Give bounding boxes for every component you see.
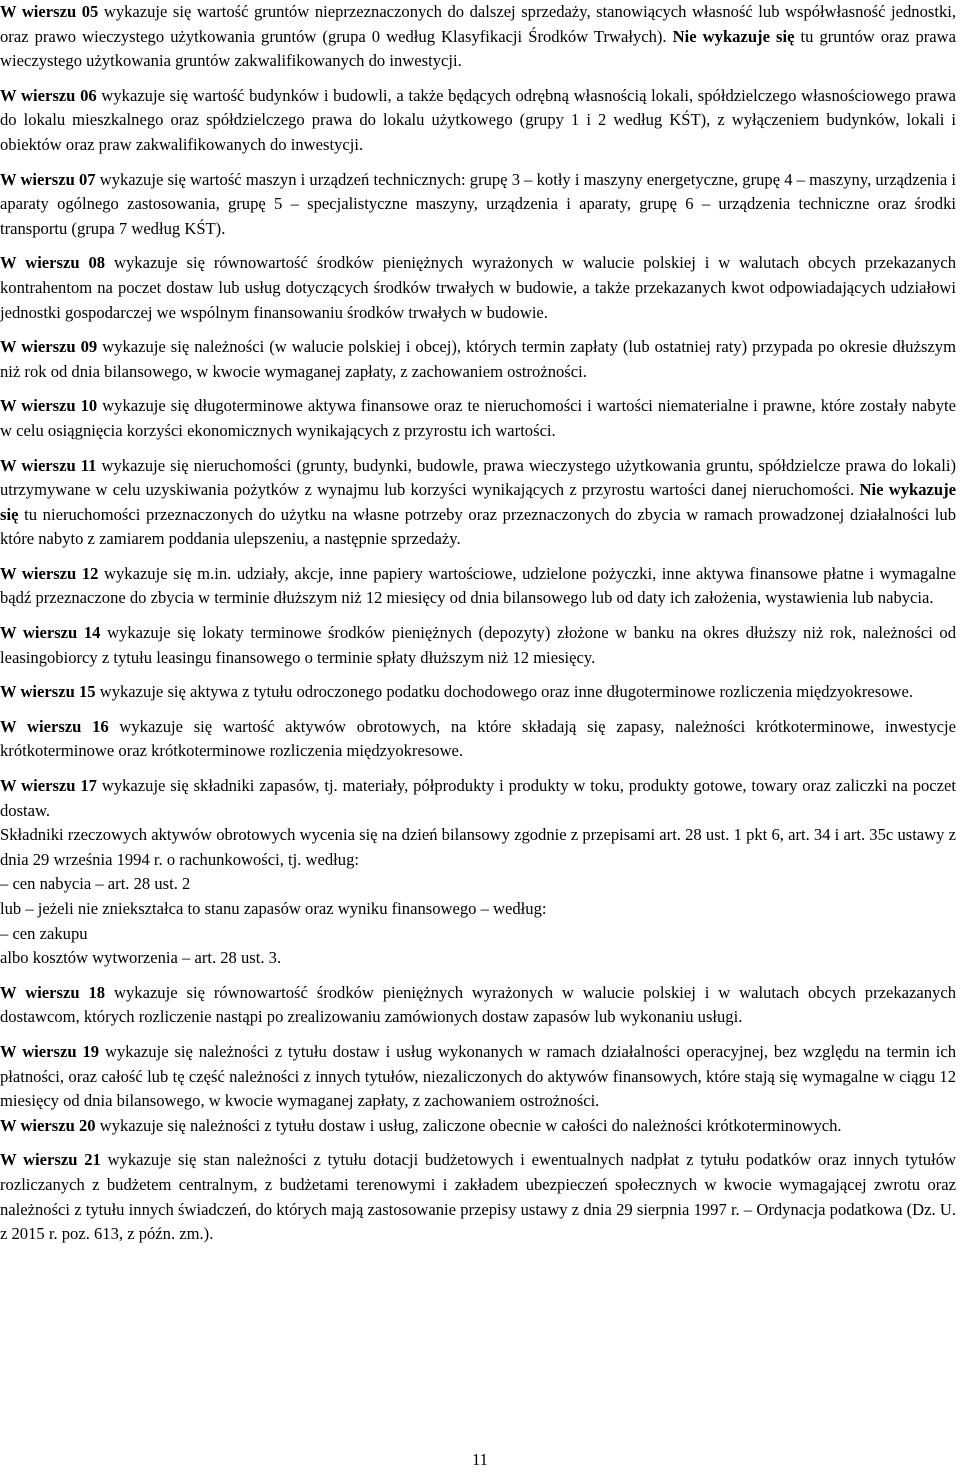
body-text: wykazuje się lokaty terminowe środków pieniężnych (depozyty) złożone w banku na okres dłuższy niż rok, należności od leasingobiorcy z tytułu leasingu finansowego o terminie spłaty dłuższym niż 12 miesięcy. bbox=[0, 623, 957, 667]
paragraph-w05 bbox=[0, 0, 956, 74]
body-text: tu nieruchomości przeznaczonych do użytku na własne potrzeby oraz przeznaczonych do zbycia w ramach prowadzonej działalności lub które nabyto z zamiarem poddania ulepszeniu, a następnie sprzedaży. bbox=[0, 504, 956, 549]
body-text: wykazuje się równowartość środków pieniężnych wyrażonych w walucie polskiej i w walutach obcych przekazanych dostawcom, których rozliczenie nastąpi po zrealizowaniu zamówionych dostaw zapasów lub wykonaniu usługi. bbox=[0, 982, 957, 1027]
page-number: 11 bbox=[472, 1450, 488, 1469]
body-text: wykazuje się stan należności z tytułu dotacji budżetowych i ewentualnych nadpłat z tytułu podatków oraz innych tytułów rozliczanych z budżetem centralnym, z budżetami terenowymi i zakładem ubezpieczeń społecznych w kwocie wymagającej zwrotu oraz należności z tytułu innych świadczeń, do których mają zastosowanie przepisy ustawy z dnia 29 sierpnia 1997 r. – Ordynacja podatkowa (Dz. U. z 2015 r. poz. 613, z późn. zm.). bbox=[0, 1150, 956, 1244]
body-text: tu gruntów oraz prawa wieczystego użytkowania gruntów zakwalifikowanych do inwestycji. bbox=[0, 26, 956, 71]
paragraph-w10 bbox=[0, 394, 956, 443]
body-text: wykazuje się nieruchomości (grunty, budynki, budowle, prawa wieczystego użytkowania gruntu, spółdzielcze prawa do lokali) utrzymywane w celu uzyskiwania pożytków z wynajmu lub korzyści wynikających z przyrostu wartości danej nieruchomości. bbox=[0, 455, 956, 500]
bold-text: W wierszu 10 bbox=[0, 396, 98, 416]
body-text: wykazuje się wartość budynków i budowli, a także będących odrębną własnością lokali, spółdzielczego własnościowego prawa do lokalu mieszkalnego oraz spółdzielczego prawa do lokalu użytkowego (grupy 1 i 2 według KŚT), z wyłączeniem budynków, lokali i obiektów oraz praw zakwalifikowanych do inwestycji. bbox=[0, 85, 957, 154]
body-text: wykazuje się długoterminowe aktywa finansowe oraz te nieruchomości i wartości niematerialne i prawne, które zostały nabyte w celu osiągnięcia korzyści ekonomicznych wynikających z przyrostu ich wartości. bbox=[0, 396, 956, 440]
bold-text: W wierszu 14 bbox=[0, 623, 101, 643]
paragraph-w15 bbox=[0, 680, 956, 705]
bold-text: W wierszu 15 bbox=[0, 682, 96, 702]
bold-text: W wierszu 17 bbox=[0, 776, 97, 796]
body-text: Składniki rzeczowych aktywów obrotowych wycenia się na dzień bilansowy zgodnie z przepisami art. 28 ust. 1 pkt 6, art. 34 i art. 35c ustawy z dnia 29 września 1994 r. o rachunkowości, tj. według: bbox=[0, 825, 956, 869]
body-text: wykazuje się wartość gruntów nieprzeznaczonych do dalszej sprzedaży, stanowiących własność lub współwłasność jednostki, oraz prawo wieczystego użytkowania gruntów (grupa 0 według Klasyfikacji Środków Trwałych). bbox=[0, 2, 957, 46]
bold-text: W wierszu 18 bbox=[0, 982, 106, 1002]
body-text: wykazuje się wartość maszyn i urządzeń technicznych: grupę 3 – kotły i maszyny energetyczne, grupę 4 – maszyny, urządzenia i aparaty ogólnego zastosowania, grupę 5 – specjalistyczne maszyny, urządzenia i aparaty, grupę 6 – urządzenia techniczne oraz środki transportu (grupa 7 według KŚT). bbox=[0, 169, 956, 238]
bold-text: Nie wykazuje się bbox=[672, 26, 795, 46]
paragraph-w21 bbox=[0, 1148, 956, 1246]
body-text: wykazuje się należności z tytułu dostaw i usług, zaliczone obecnie w całości do należności krótkoterminowych. bbox=[95, 1115, 842, 1135]
valuation-methods-list bbox=[0, 872, 956, 970]
bold-text: W wierszu 12 bbox=[0, 563, 99, 583]
body-text: wykazuje się m.in. udziały, akcje, inne papiery wartościowe, udzielone pożyczki, inne aktywa finansowe płatne i wymagalne bądź przeznaczone do zbycia w terminie dłuższym niż 12 miesięcy od dnia bilansowego lub od daty ich założenia, wystawienia lub nabycia. bbox=[0, 563, 956, 608]
body-text: wykazuje się składniki zapasów, tj. materiały, półprodukty i produkty w toku, produkty gotowe, towary oraz zaliczki na poczet dostaw. bbox=[0, 776, 956, 820]
paragraph-w11 bbox=[0, 454, 956, 552]
bold-text: W wierszu 08 bbox=[0, 253, 106, 273]
body-text: wykazuje się równowartość środków pieniężnych wyrażonych w walucie polskiej i w walutach obcych przekazanych kontrahentom na poczet dostaw lub usług dotyczących środków trwałych w budowie, a także przekazanych kwot odpowiadających udziałowi jednostki gospodarczej we wspólnym finansowaniu środków trwałych w budowie. bbox=[0, 253, 957, 322]
valuation-line: – cen nabycia – art. 28 ust. 2 bbox=[0, 874, 191, 894]
bold-text: W wierszu 16 bbox=[0, 716, 109, 736]
paragraph-w20 bbox=[0, 1114, 956, 1139]
paragraphs-section-continued bbox=[0, 981, 956, 1247]
body-text: wykazuje się wartość aktywów obrotowych, na które składają się zapasy, należności krótkoterminowe, inwestycje krótkoterminowe oraz krótkoterminowe rozliczenia międzyokresowe. bbox=[0, 716, 956, 761]
paragraph-w07 bbox=[0, 168, 956, 242]
valuation-line: – cen zakupu bbox=[0, 923, 88, 943]
paragraph-w19 bbox=[0, 1040, 956, 1114]
bold-text: W wierszu 11 bbox=[0, 455, 97, 475]
paragraph-w17b bbox=[0, 823, 956, 872]
bold-text: W wierszu 20 bbox=[0, 1115, 96, 1135]
bold-text: W wierszu 07 bbox=[0, 169, 96, 189]
paragraph-w18 bbox=[0, 981, 956, 1030]
paragraph-w17 bbox=[0, 774, 956, 823]
bold-text: Nie wykazuje się bbox=[0, 480, 956, 524]
bold-text: W wierszu 09 bbox=[0, 337, 98, 357]
valuation-line: albo kosztów wytworzenia – art. 28 ust. 3. bbox=[0, 948, 282, 968]
bold-text: W wierszu 19 bbox=[0, 1041, 100, 1061]
paragraph-w08 bbox=[0, 251, 956, 325]
bold-text: W wierszu 06 bbox=[0, 85, 97, 105]
body-text: wykazuje się należności z tytułu dostaw i usług wykonanych w ramach działalności operacyjnej, bez względu na termin ich płatności, oraz całość lub tę część należności z innych tytułów, niezaliczonych do aktywów finansowych, które stają się wymagalne w ciągu 12 miesięcy od dnia bilansowego, w kwocie wymaganej zapłaty, z zachowaniem ostrożności. bbox=[0, 1041, 956, 1111]
valuation-line: lub – jeżeli nie zniekształca to stanu zapasów oraz wyniku finansowego – według: bbox=[0, 899, 547, 918]
paragraph-w14 bbox=[0, 621, 956, 670]
paragraph-w12 bbox=[0, 562, 956, 611]
bold-text: W wierszu 05 bbox=[0, 2, 99, 21]
paragraph-w06 bbox=[0, 84, 956, 158]
paragraph-w16 bbox=[0, 715, 956, 764]
body-text: wykazuje się aktywa z tytułu odroczonego podatku dochodowego oraz inne długoterminowe rozliczenia międzyokresowe. bbox=[95, 682, 913, 702]
bold-text: W wierszu 21 bbox=[0, 1150, 101, 1170]
paragraph-w09 bbox=[0, 335, 956, 384]
body-text: wykazuje się należności (w walucie polskiej i obcej), których termin zapłaty (lub ostatniej raty) przypada po okresie dłuższym niż rok od dnia bilansowego, w kwocie wymaganej zapłaty, z zachowaniem ostrożności. bbox=[0, 337, 956, 381]
